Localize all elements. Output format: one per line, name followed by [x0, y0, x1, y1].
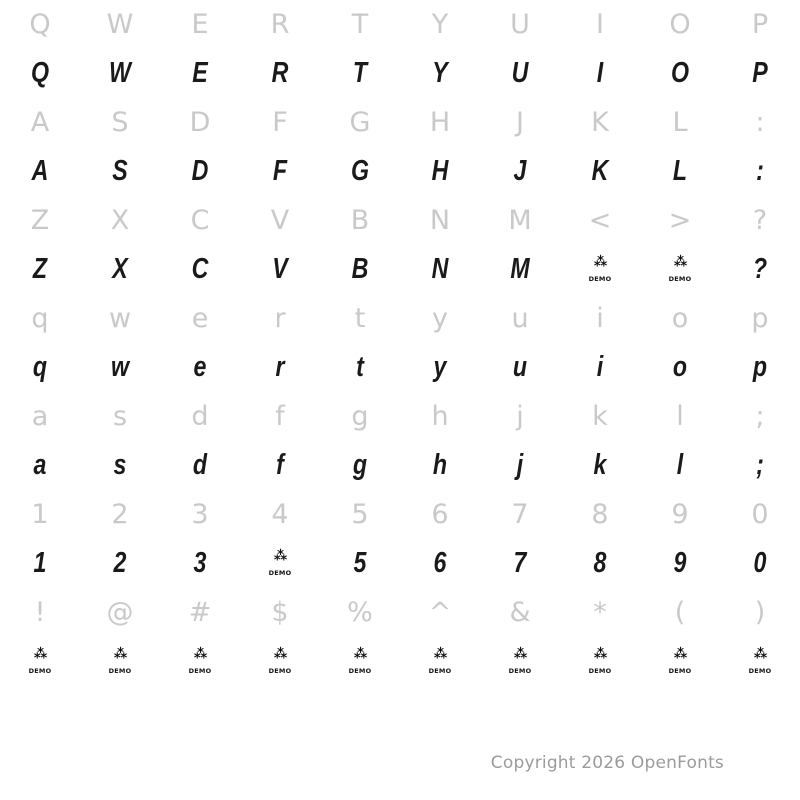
notdef-demo-icon	[240, 539, 320, 588]
glyph-cell: w	[108, 303, 132, 334]
glyph-cell: d	[192, 449, 208, 481]
glyph-cell: Y	[431, 9, 449, 40]
glyph-cell: q	[31, 303, 49, 334]
glyph-cell: V	[270, 205, 290, 236]
demo-leaves-icon: ⁂	[113, 647, 127, 663]
sample-glyph-row	[0, 637, 800, 686]
glyph-cell: f	[276, 449, 284, 481]
glyph-cell: l	[676, 401, 684, 432]
glyph-cell: P	[751, 9, 769, 40]
glyph-cell: Z	[30, 205, 50, 236]
glyph-cell: M	[510, 253, 530, 285]
notdef-demo-icon	[0, 637, 80, 686]
glyph-cell: F	[272, 155, 288, 187]
glyph-cell: S	[112, 155, 128, 187]
glyph-cell: >	[668, 205, 692, 236]
demo-leaves-icon: ⁂	[433, 647, 447, 663]
demo-leaves-icon: ⁂	[753, 647, 767, 663]
glyph-cell: k	[592, 401, 608, 432]
glyph-cell: O	[670, 57, 690, 89]
glyph-cell: (	[674, 597, 686, 628]
glyph-cell: K	[591, 107, 609, 138]
glyph-cell: 0	[753, 547, 767, 579]
glyph-cell: M	[508, 205, 532, 236]
demo-leaves-icon: ⁂	[193, 647, 207, 663]
glyph-cell: Q	[29, 9, 51, 40]
notdef-demo-icon	[80, 637, 160, 686]
notdef-demo-icon	[400, 637, 480, 686]
glyph-cell: A	[31, 155, 49, 187]
glyph-cell: E	[192, 57, 208, 89]
demo-leaves-icon: ⁂	[593, 647, 607, 663]
glyph-cell: *	[593, 597, 607, 628]
demo-label: DEMO	[508, 667, 532, 676]
demo-badge-icon	[267, 647, 293, 677]
glyph-cell: 1	[31, 499, 49, 530]
reference-glyph-row	[0, 0, 800, 49]
sample-glyph-row	[0, 343, 800, 392]
notdef-demo-icon	[320, 637, 400, 686]
glyph-cell: N	[431, 253, 449, 285]
glyph-cell: F	[272, 107, 288, 138]
demo-badge-icon	[587, 255, 613, 285]
glyph-cell: t	[356, 351, 364, 383]
demo-label: DEMO	[748, 667, 772, 676]
demo-label: DEMO	[108, 667, 132, 676]
glyph-cell: o	[671, 303, 689, 334]
glyph-cell: 5	[351, 499, 369, 530]
glyph-cell: 8	[593, 547, 607, 579]
notdef-demo-icon	[560, 245, 640, 294]
reference-glyph-row	[0, 294, 800, 343]
glyph-cell: R	[270, 9, 290, 40]
glyph-cell: H	[429, 107, 451, 138]
glyph-cell: X	[110, 205, 130, 236]
glyph-cell: e	[191, 303, 209, 334]
copyright-notice: Copyright 2026 OpenFonts	[490, 753, 724, 773]
sample-glyph-row	[0, 147, 800, 196]
glyph-cell: U	[510, 9, 530, 40]
glyph-cell: <	[588, 205, 612, 236]
demo-badge-icon	[587, 647, 613, 677]
glyph-cell: k	[593, 449, 607, 481]
glyph-cell: J	[516, 107, 524, 138]
glyph-cell: U	[511, 57, 529, 89]
glyph-cell: S	[111, 107, 129, 138]
demo-badge-icon	[187, 647, 213, 677]
glyph-cell: h	[431, 401, 449, 432]
glyph-cell: D	[191, 155, 209, 187]
glyph-cell: Y	[432, 57, 448, 89]
glyph-cell: #	[188, 597, 212, 628]
reference-glyph-row	[0, 490, 800, 539]
glyph-cell: 7	[513, 547, 527, 579]
glyph-cell: h	[432, 449, 448, 481]
glyph-cell: r	[274, 303, 286, 334]
glyph-cell: 7	[511, 499, 529, 530]
glyph-cell: R	[271, 57, 289, 89]
glyph-cell: D	[189, 107, 211, 138]
demo-label: DEMO	[348, 667, 372, 676]
notdef-demo-icon	[720, 637, 800, 686]
glyph-cell: j	[516, 449, 524, 481]
sample-glyph-row	[0, 441, 800, 490]
glyph-cell: %	[347, 597, 373, 628]
glyph-cell: C	[190, 205, 210, 236]
glyph-cell: X	[112, 253, 128, 285]
notdef-demo-icon	[480, 637, 560, 686]
glyph-cell: ;	[755, 401, 765, 432]
glyph-cell: T	[351, 9, 369, 40]
glyph-cell: o	[672, 351, 688, 383]
glyph-cell: 9	[671, 499, 689, 530]
glyph-cell: Z	[32, 253, 48, 285]
glyph-cell: O	[669, 9, 691, 40]
glyph-cell: p	[751, 303, 769, 334]
demo-badge-icon	[267, 549, 293, 579]
sample-glyph-row	[0, 245, 800, 294]
glyph-cell: I	[596, 57, 604, 89]
glyph-cell: :	[755, 107, 765, 138]
glyph-cell: @	[106, 597, 134, 628]
glyph-cell: Q	[30, 57, 50, 89]
glyph-cell: T	[352, 57, 368, 89]
demo-badge-icon	[427, 647, 453, 677]
glyph-cell: s	[112, 401, 128, 432]
glyph-cell: r	[275, 351, 285, 383]
glyph-cell: u	[512, 351, 528, 383]
glyph-cell: 2	[113, 547, 127, 579]
glyph-cell: 0	[751, 499, 769, 530]
glyph-cell: y	[433, 351, 447, 383]
notdef-demo-icon	[560, 637, 640, 686]
glyph-cell: q	[32, 351, 48, 383]
demo-label: DEMO	[28, 667, 52, 676]
glyph-cell: &	[509, 597, 531, 628]
demo-leaves-icon: ⁂	[273, 549, 287, 565]
glyph-cell: 4	[271, 499, 289, 530]
demo-badge-icon	[347, 647, 373, 677]
glyph-cell: l	[676, 449, 684, 481]
glyph-cell: V	[272, 253, 288, 285]
glyph-cell: g	[351, 401, 369, 432]
glyph-cell: u	[511, 303, 529, 334]
glyph-cell: J	[513, 155, 527, 187]
glyph-cell: 8	[591, 499, 609, 530]
demo-badge-icon	[667, 255, 693, 285]
demo-label: DEMO	[268, 667, 292, 676]
sample-glyph-row	[0, 539, 800, 588]
glyph-cell: W	[106, 9, 134, 40]
demo-badge-icon	[667, 647, 693, 677]
glyph-cell: 9	[673, 547, 687, 579]
glyph-cell: C	[191, 253, 209, 285]
demo-label: DEMO	[188, 667, 212, 676]
notdef-demo-icon	[640, 637, 720, 686]
glyph-cell: 6	[433, 547, 447, 579]
demo-label: DEMO	[588, 667, 612, 676]
glyph-cell: a	[33, 449, 47, 481]
notdef-demo-icon	[240, 637, 320, 686]
glyph-cell: ^	[428, 597, 452, 628]
glyph-cell: G	[349, 107, 371, 138]
glyph-cell: P	[752, 57, 768, 89]
glyph-cell: 3	[193, 547, 207, 579]
demo-badge-icon	[107, 647, 133, 677]
demo-badge-icon	[507, 647, 533, 677]
glyph-cell: t	[354, 303, 366, 334]
demo-leaves-icon: ⁂	[353, 647, 367, 663]
glyph-cell: 5	[353, 547, 367, 579]
notdef-demo-icon	[160, 637, 240, 686]
glyph-cell: K	[591, 155, 609, 187]
glyph-cell: w	[110, 351, 130, 383]
glyph-cell: g	[352, 449, 368, 481]
glyph-cell: B	[350, 205, 370, 236]
glyph-cell: G	[350, 155, 370, 187]
glyph-cell: B	[351, 253, 369, 285]
glyph-cell: L	[672, 107, 688, 138]
glyph-cell: $	[271, 597, 289, 628]
demo-label: DEMO	[428, 667, 452, 676]
glyph-cell: e	[193, 351, 207, 383]
demo-leaves-icon: ⁂	[273, 647, 287, 663]
demo-label: DEMO	[668, 667, 692, 676]
reference-glyph-row	[0, 588, 800, 637]
demo-leaves-icon: ⁂	[513, 647, 527, 663]
notdef-demo-icon	[640, 245, 720, 294]
glyph-cell: 6	[431, 499, 449, 530]
glyph-cell: ;	[756, 449, 764, 481]
demo-badge-icon	[747, 647, 773, 677]
glyph-cell: :	[756, 155, 764, 187]
glyph-cell: s	[113, 449, 127, 481]
demo-leaves-icon: ⁂	[673, 255, 687, 271]
reference-glyph-row	[0, 392, 800, 441]
glyph-cell: i	[596, 351, 604, 383]
glyph-cell: I	[596, 9, 604, 40]
reference-glyph-row	[0, 98, 800, 147]
glyph-cell: j	[516, 401, 524, 432]
glyph-cell: p	[752, 351, 768, 383]
glyph-cell: 1	[33, 547, 47, 579]
demo-label: DEMO	[588, 275, 612, 284]
glyph-cell: A	[30, 107, 50, 138]
demo-leaves-icon: ⁂	[673, 647, 687, 663]
reference-glyph-row	[0, 196, 800, 245]
glyph-cell: a	[31, 401, 49, 432]
glyph-cell: f	[275, 401, 285, 432]
glyph-cell: )	[754, 597, 766, 628]
glyph-cell: N	[429, 205, 451, 236]
glyph-cell: i	[596, 303, 604, 334]
glyph-cell: !	[34, 597, 46, 628]
glyph-cell: E	[191, 9, 209, 40]
glyph-cell: 2	[111, 499, 129, 530]
glyph-cell: H	[431, 155, 449, 187]
demo-badge-icon	[27, 647, 53, 677]
sample-glyph-row	[0, 49, 800, 98]
demo-label: DEMO	[268, 569, 292, 578]
glyph-cell: L	[672, 155, 688, 187]
glyph-cell: y	[432, 303, 448, 334]
glyph-cell: d	[191, 401, 209, 432]
demo-leaves-icon: ⁂	[33, 647, 47, 663]
demo-leaves-icon: ⁂	[593, 255, 607, 271]
glyph-cell: 3	[191, 499, 209, 530]
demo-label: DEMO	[668, 275, 692, 284]
glyph-cell: W	[109, 57, 131, 89]
glyph-cell: ?	[752, 205, 768, 236]
glyph-cell: ?	[752, 253, 768, 285]
